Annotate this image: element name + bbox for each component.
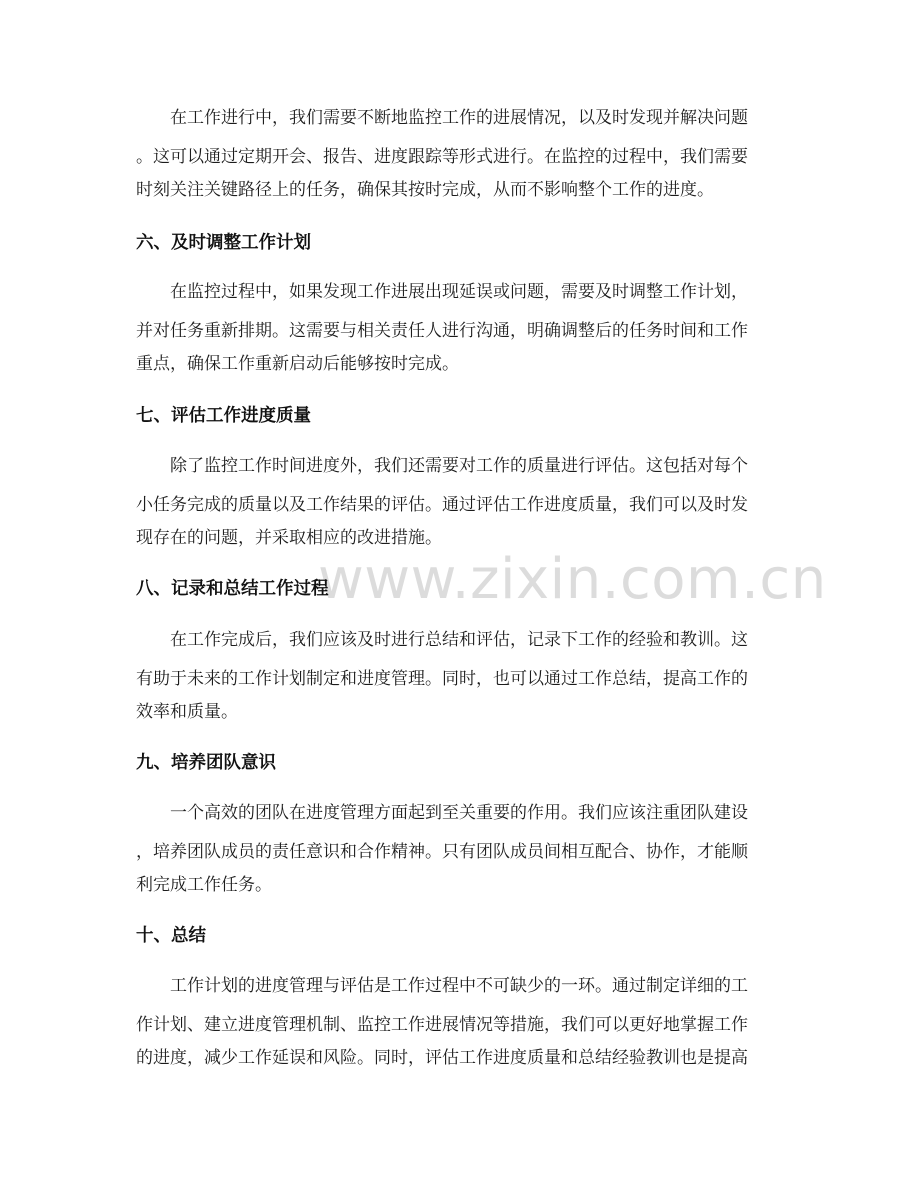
paragraph-line: 有助于未来的工作计划制定和进度管理。同时，也可以通过工作总结，提高工作的 xyxy=(136,669,748,689)
paragraph-line: 在工作进行中，我们需要不断地监控工作的进展情况，以及时发现并解决问题 xyxy=(170,108,748,128)
paragraph-line: 现存在的问题，并采取相应的改进措施。 xyxy=(136,528,442,548)
paragraph-line: 并对任务重新排期。这需要与相关责任人进行沟通，明确调整后的任务时间和工作 xyxy=(136,321,748,341)
paragraph-line: 在工作完成后，我们应该及时进行总结和评估，记录下工作的经验和教训。这 xyxy=(170,630,748,650)
paragraph-line: 一个高效的团队在进度管理方面起到至关重要的作用。我们应该注重团队建设 xyxy=(170,803,748,823)
paragraph-line: 在监控过程中，如果发现工作进展出现延误或问题，需要及时调整工作计划， xyxy=(170,282,748,302)
paragraph-line: 的进度，减少工作延误和风险。同时，评估工作进度质量和总结经验教训也是提高 xyxy=(136,1048,748,1068)
section-heading-6: 六、及时调整工作计划 xyxy=(136,233,311,253)
section-heading-8: 八、记录和总结工作过程 xyxy=(136,579,329,599)
section-heading-7: 七、评估工作进度质量 xyxy=(136,406,311,426)
paragraph-line: 利完成工作任务。 xyxy=(136,875,272,895)
paragraph-line: 作计划、建立进度管理机制、监控工作进展情况等措施，我们可以更好地掌握工作 xyxy=(136,1015,748,1035)
paragraph-line: 小任务完成的质量以及工作结果的评估。通过评估工作进度质量，我们可以及时发 xyxy=(136,495,748,515)
section-heading-10: 十、总结 xyxy=(136,926,206,946)
paragraph-line: 重点，确保工作重新启动后能够按时完成。 xyxy=(136,354,459,374)
section-heading-9: 九、培养团队意识 xyxy=(136,753,276,773)
paragraph-line: 。这可以通过定期开会、报告、进度跟踪等形式进行。在监控的过程中，我们需要 xyxy=(136,147,748,167)
paragraph-line: 除了监控工作时间进度外，我们还需要对工作的质量进行评估。这包括对每个 xyxy=(170,456,748,476)
paragraph-line: 效率和质量。 xyxy=(136,702,238,722)
paragraph-line: 工作计划的进度管理与评估是工作过程中不可缺少的一环。通过制定详细的工 xyxy=(170,976,748,996)
watermark: www.zixin.com.cn xyxy=(318,547,827,612)
paragraph-line: ，培养团队成员的责任意识和合作精神。只有团队成员间相互配合、协作，才能顺 xyxy=(136,842,748,862)
paragraph-line: 时刻关注关键路径上的任务，确保其按时完成，从而不影响整个工作的进度。 xyxy=(136,180,714,200)
